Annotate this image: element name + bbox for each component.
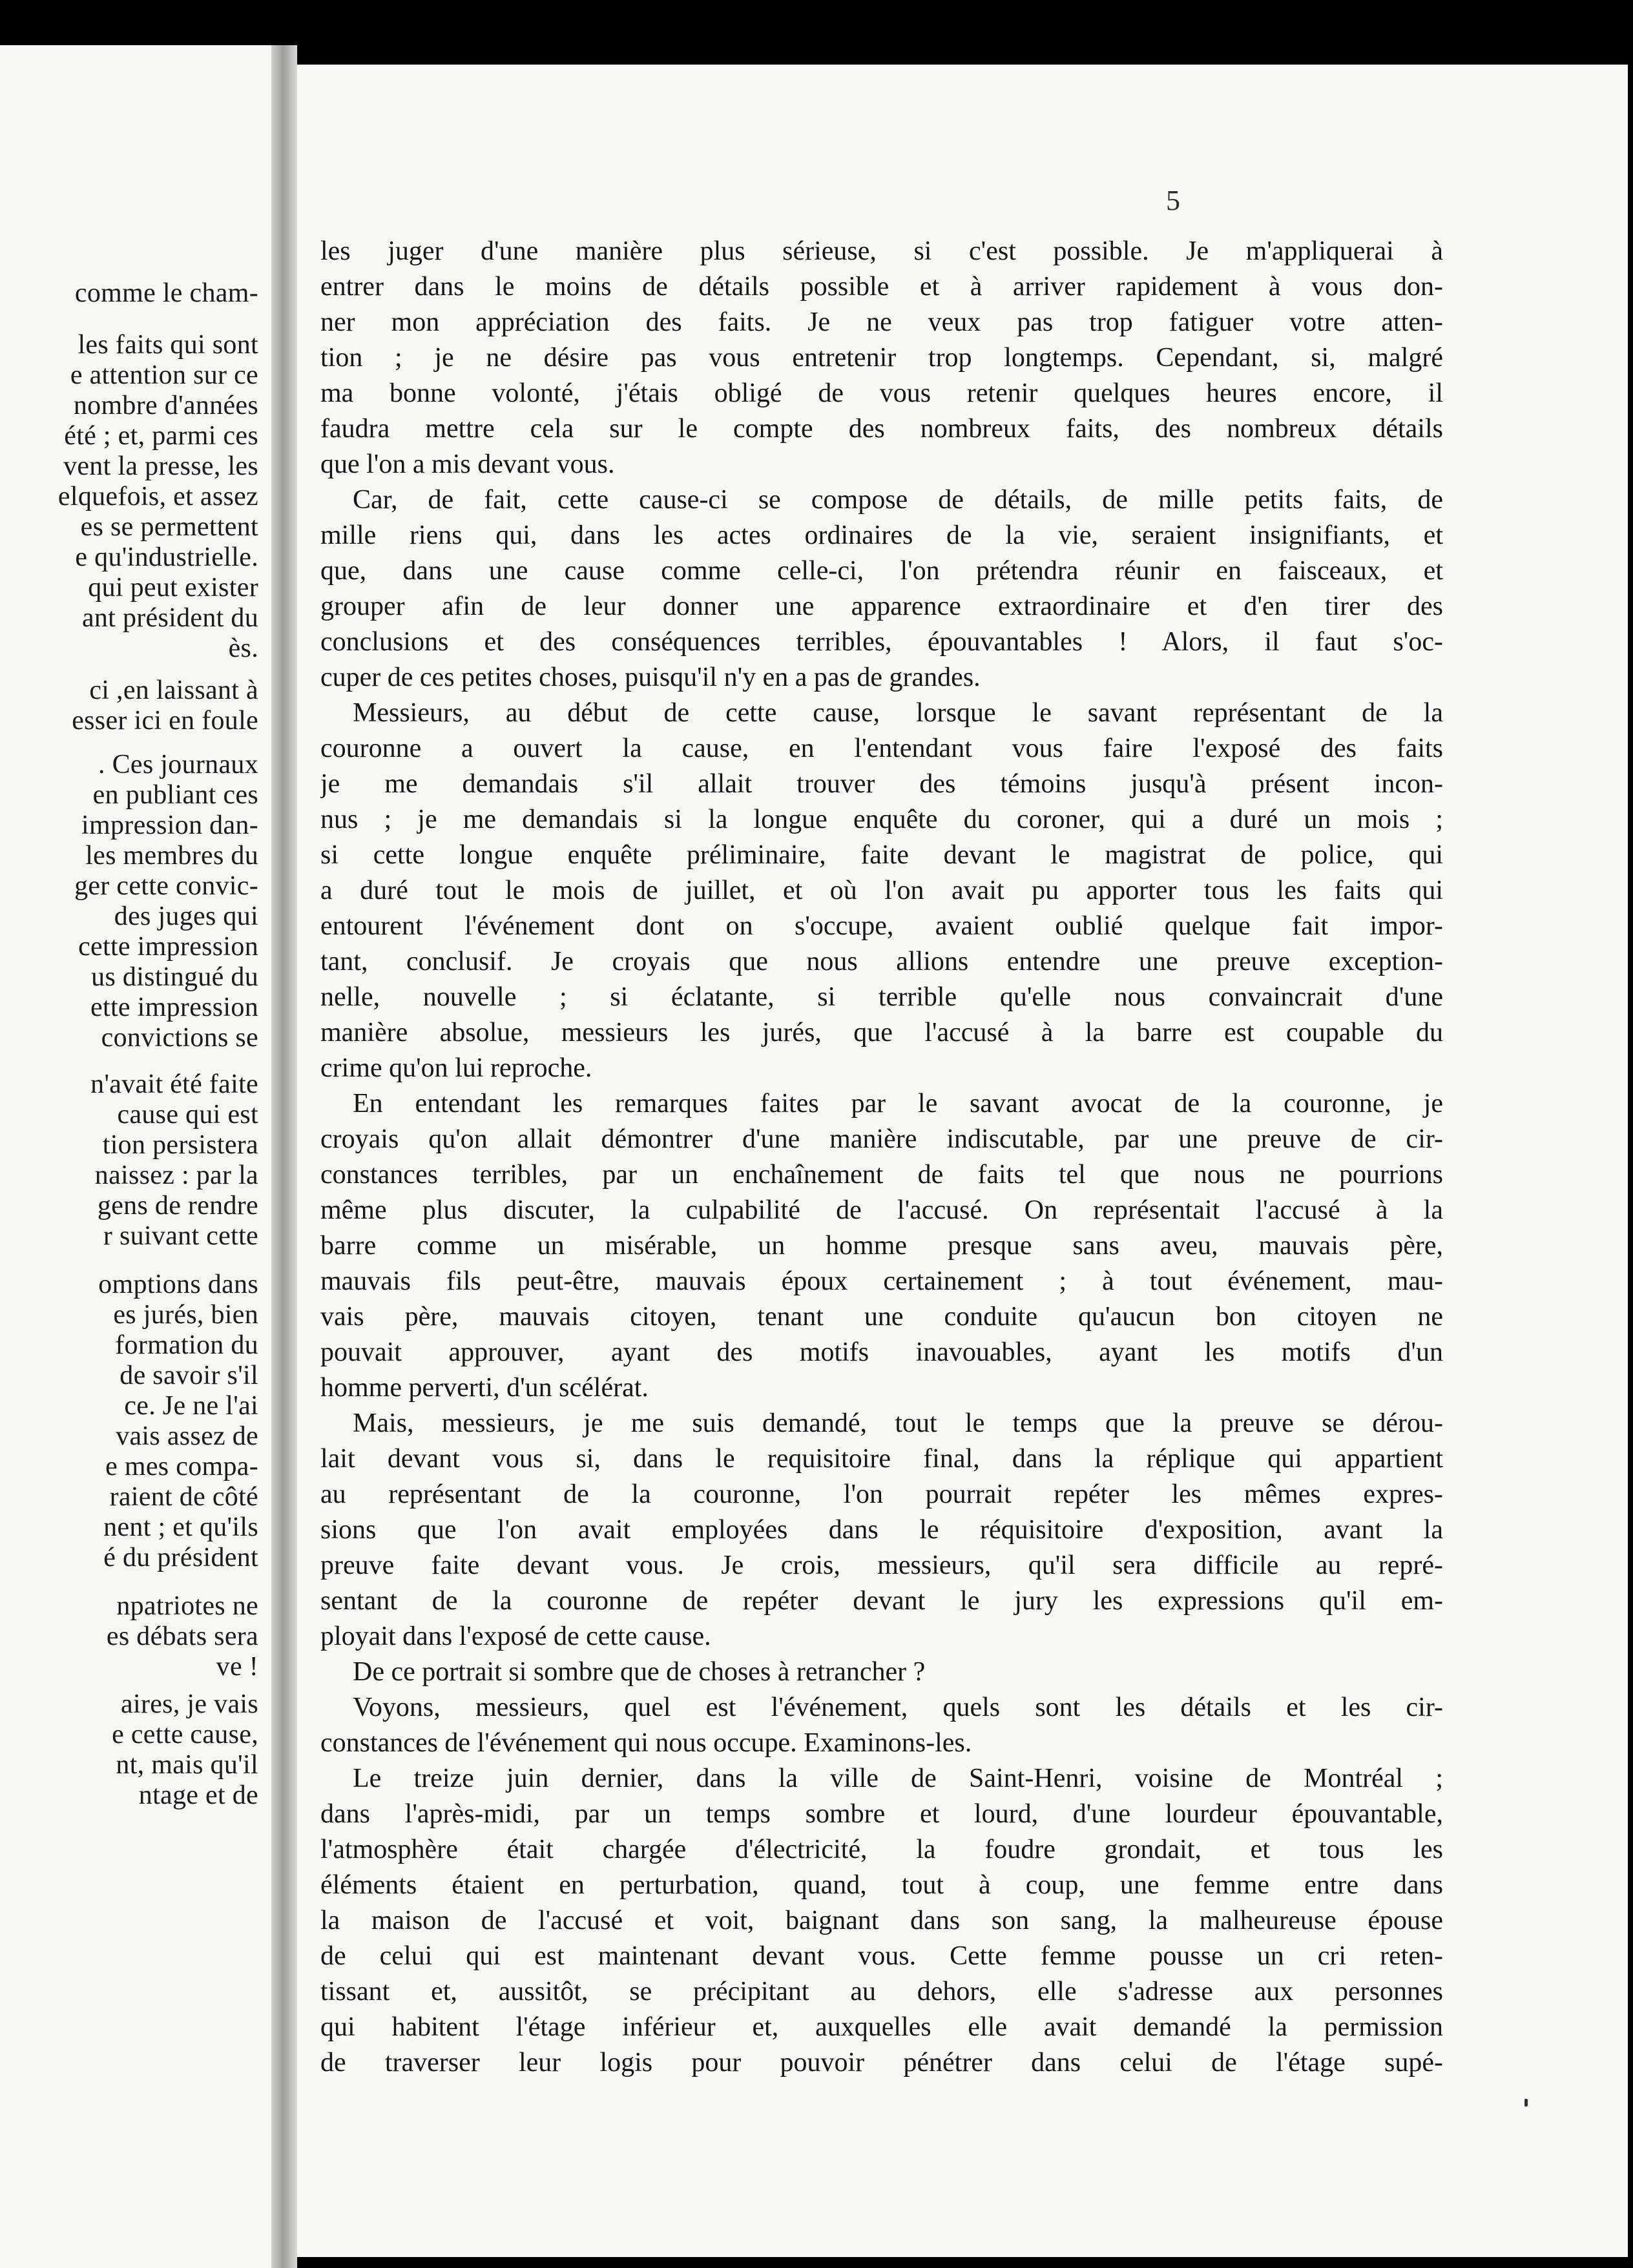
text-line: même plus discuter, la culpabilité de l'accusé. On représentait l'accusé à la bbox=[320, 1195, 1443, 1225]
text-line: grouper afin de leur donner une apparence extraordinaire et d'en tirer des bbox=[320, 592, 1443, 621]
text-line: sions que l'on avait employées dans le réquisitoire d'exposition, avant la bbox=[320, 1515, 1443, 1545]
previous-page-line: us distingué du bbox=[91, 962, 258, 992]
text-line: Voyons, messieurs, quel est l'événement, quels sont les détails et les cir- bbox=[353, 1693, 1443, 1722]
previous-page-line: e qu'industrielle. bbox=[75, 542, 258, 572]
previous-page-line: e attention sur ce bbox=[70, 360, 258, 390]
text-line: pouvait approuver, ayant des motifs inavouables, ayant les motifs d'un bbox=[320, 1337, 1443, 1367]
text-line: a duré tout le mois de juillet, et où l'on avait pu apporter tous les faits qui bbox=[320, 876, 1443, 905]
text-line: couronne a ouvert la cause, en l'entendant vous faire l'exposé des faits bbox=[320, 734, 1443, 763]
text-line: l'atmosphère était chargée d'électricité, la foudre grondait, et tous les bbox=[320, 1835, 1443, 1864]
text-line: la maison de l'accusé et voit, baignant dans son sang, la malheureuse épouse bbox=[320, 1906, 1443, 1935]
text-line: Car, de fait, cette cause-ci se compose de détails, de mille petits faits, de bbox=[353, 485, 1443, 515]
text-line: homme perverti, d'un scélérat. bbox=[320, 1373, 649, 1403]
previous-page-line: tion persistera bbox=[102, 1130, 258, 1160]
text-line: de traverser leur logis pour pouvoir pénétrer dans celui de l'étage supé- bbox=[320, 2048, 1443, 2077]
previous-page-line: nent ; et qu'ils bbox=[103, 1512, 258, 1542]
text-line: mille riens qui, dans les actes ordinaires de la vie, seraient insignifiants, et bbox=[320, 521, 1443, 550]
text-line: nus ; je me demandais si la longue enquête du coroner, qui a duré un mois ; bbox=[320, 805, 1443, 834]
page-number: 5 bbox=[1166, 185, 1180, 216]
previous-page-line: es se permettent bbox=[80, 512, 258, 542]
previous-page-line: vais assez de bbox=[116, 1421, 258, 1451]
previous-page-line: e cette cause, bbox=[112, 1720, 258, 1749]
previous-page-line: formation du bbox=[115, 1330, 258, 1360]
previous-page-line: naissez : par la bbox=[94, 1160, 258, 1190]
text-line: sentant de la couronne de repéter devant le jury les expressions qu'il em- bbox=[320, 1586, 1443, 1616]
text-line: De ce portrait si sombre que de choses à retrancher ? bbox=[353, 1657, 926, 1687]
text-line: manière absolue, messieurs les jurés, que l'accusé à la barre est coupable du bbox=[320, 1018, 1443, 1047]
text-line: de celui qui est maintenant devant vous. Cette femme pousse un cri reten- bbox=[320, 1941, 1443, 1971]
text-line: barre comme un misérable, un homme presque sans aveu, mauvais père, bbox=[320, 1231, 1443, 1261]
previous-page-line: esser ici en foule bbox=[72, 706, 258, 736]
text-line: faudra mettre cela sur le compte des nombreux faits, des nombreux détails bbox=[320, 414, 1443, 444]
text-line: Le treize juin dernier, dans la ville de Saint-Henri, voisine de Montréal ; bbox=[353, 1764, 1443, 1793]
text-line: mauvais fils peut-être, mauvais époux certainement ; à tout événement, mau- bbox=[320, 1266, 1443, 1296]
previous-page-line: ve ! bbox=[216, 1652, 258, 1682]
text-line: que l'on a mis devant vous. bbox=[320, 449, 615, 479]
text-line: Mais, messieurs, je me suis demandé, tout le temps que la preuve se dérou- bbox=[353, 1408, 1443, 1438]
text-line: cuper de ces petites choses, puisqu'il n'y en a pas de grandes. bbox=[320, 663, 981, 692]
text-line: les juger d'une manière plus sérieuse, si c'est possible. Je m'appliquerai à bbox=[320, 236, 1443, 266]
previous-page-line: ette impression bbox=[90, 993, 258, 1022]
previous-page-line: elquefois, et assez bbox=[57, 482, 258, 511]
text-line: preuve faite devant vous. Je crois, messieurs, qu'il sera difficile au repré- bbox=[320, 1551, 1443, 1580]
previous-page-line: omptions dans bbox=[98, 1270, 258, 1299]
previous-page-line: ci ,en laissant à bbox=[89, 675, 258, 705]
text-line: dans l'après-midi, par un temps sombre et lourd, d'une lourdeur épouvantable, bbox=[320, 1799, 1443, 1829]
text-line: constances terribles, par un enchaînement de faits tel que nous ne pourrions bbox=[320, 1160, 1443, 1190]
previous-page-line: . Ces journaux bbox=[98, 750, 258, 779]
previous-page-line: nombre d'années bbox=[73, 391, 258, 420]
text-line: si cette longue enquête préliminaire, faite devant le magistrat de police, qui bbox=[320, 840, 1443, 870]
text-line: vais père, mauvais citoyen, tenant une conduite qu'aucun bon citoyen ne bbox=[320, 1302, 1443, 1332]
page-gutter bbox=[271, 45, 297, 2268]
previous-page-line: ntage et de bbox=[138, 1780, 258, 1810]
previous-page-line: r suivant cette bbox=[103, 1221, 258, 1251]
text-line: que, dans une cause comme celle-ci, l'on prétendra réunir en faisceaux, et bbox=[320, 556, 1443, 586]
previous-page-line: nt, mais qu'il bbox=[116, 1750, 258, 1780]
previous-page-line: qui peut exister bbox=[88, 573, 258, 603]
previous-page-line: gens de rendre bbox=[97, 1191, 258, 1221]
previous-page-line: des juges qui bbox=[114, 902, 258, 931]
page bbox=[297, 65, 1628, 2257]
text-line: En entendant les remarques faites par le savant avocat de la couronne, je bbox=[353, 1089, 1443, 1119]
text-line: constances de l'événement qui nous occupe. Examinons-les. bbox=[320, 1728, 972, 1758]
previous-page-line: ce. Je ne l'ai bbox=[124, 1391, 258, 1421]
previous-page-line: raient de côté bbox=[109, 1482, 258, 1512]
previous-page-line: été ; et, parmi ces bbox=[64, 421, 258, 451]
text-line: ma bonne volonté, j'étais obligé de vous retenir quelques heures encore, il bbox=[320, 378, 1443, 408]
previous-page-line: ant président du bbox=[81, 603, 258, 633]
previous-page-line: cause qui est bbox=[117, 1100, 258, 1129]
previous-page-fragment bbox=[0, 45, 271, 2268]
text-line: croyais qu'on allait démontrer d'une manière indiscutable, par une preuve de cir- bbox=[320, 1124, 1443, 1154]
previous-page-line: e mes compa- bbox=[105, 1452, 258, 1481]
text-line: lait devant vous si, dans le requisitoire final, dans la réplique qui appartient bbox=[320, 1444, 1443, 1474]
text-line: au représentant de la couronne, l'on pourrait repéter les mêmes expres- bbox=[320, 1479, 1443, 1509]
text-line: tissant et, aussitôt, se précipitant au dehors, elle s'adresse aux personnes bbox=[320, 1977, 1443, 2006]
text-line: tant, conclusif. Je croyais que nous allions entendre une preuve exception- bbox=[320, 947, 1443, 976]
previous-page-line: es débats sera bbox=[106, 1622, 258, 1651]
text-line: nelle, nouvelle ; si éclatante, si terrible qu'elle nous convaincrait d'une bbox=[320, 982, 1443, 1012]
previous-page-line: de savoir s'il bbox=[120, 1361, 258, 1390]
text-line: crime qu'on lui reproche. bbox=[320, 1053, 592, 1083]
previous-page-line: npatriotes ne bbox=[116, 1591, 258, 1621]
previous-page-line: ès. bbox=[228, 634, 258, 663]
text-line: Messieurs, au début de cette cause, lorsque le savant représentant de la bbox=[353, 698, 1443, 728]
text-line: éléments étaient en perturbation, quand, tout à coup, une femme entre dans bbox=[320, 1870, 1443, 1900]
text-line: tion ; je ne désire pas vous entretenir trop longtemps. Cependant, si, malgré bbox=[320, 343, 1443, 373]
previous-page-line: les faits qui sont bbox=[78, 330, 258, 360]
text-line: entrer dans le moins de détails possible et à arriver rapidement à vous don- bbox=[320, 272, 1443, 302]
previous-page-line: les membres du bbox=[85, 841, 258, 871]
previous-page-line: é du président bbox=[103, 1543, 258, 1572]
previous-page-line: cette impression bbox=[78, 932, 258, 962]
previous-page-line: es jurés, bien bbox=[113, 1300, 258, 1330]
text-line: je me demandais s'il allait trouver des témoins jusqu'à présent incon- bbox=[320, 769, 1443, 799]
previous-page-line: aires, je vais bbox=[121, 1689, 258, 1719]
previous-page-line: ger cette convic- bbox=[74, 871, 258, 901]
scan-speck bbox=[1524, 2099, 1528, 2107]
previous-page-line: en publiant ces bbox=[92, 780, 258, 810]
text-line: ner mon appréciation des faits. Je ne veux pas trop fatiguer votre atten- bbox=[320, 307, 1443, 337]
previous-page-line: vent la presse, les bbox=[63, 451, 258, 481]
previous-page-line: impression dan- bbox=[81, 810, 258, 840]
text-line: ployait dans l'exposé de cette cause. bbox=[320, 1622, 711, 1651]
previous-page-line: convictions se bbox=[101, 1023, 258, 1053]
previous-page-line: n'avait été faite bbox=[90, 1069, 258, 1099]
text-line: conclusions et des conséquences terribles, épouvantables ! Alors, il faut s'oc- bbox=[320, 627, 1443, 657]
previous-page-line: comme le cham- bbox=[74, 278, 258, 308]
text-line: qui habitent l'étage inférieur et, auxquelles elle avait demandé la permission bbox=[320, 2012, 1443, 2042]
text-line: entourent l'événement dont on s'occupe, avaient oublié quelque fait impor- bbox=[320, 911, 1443, 941]
